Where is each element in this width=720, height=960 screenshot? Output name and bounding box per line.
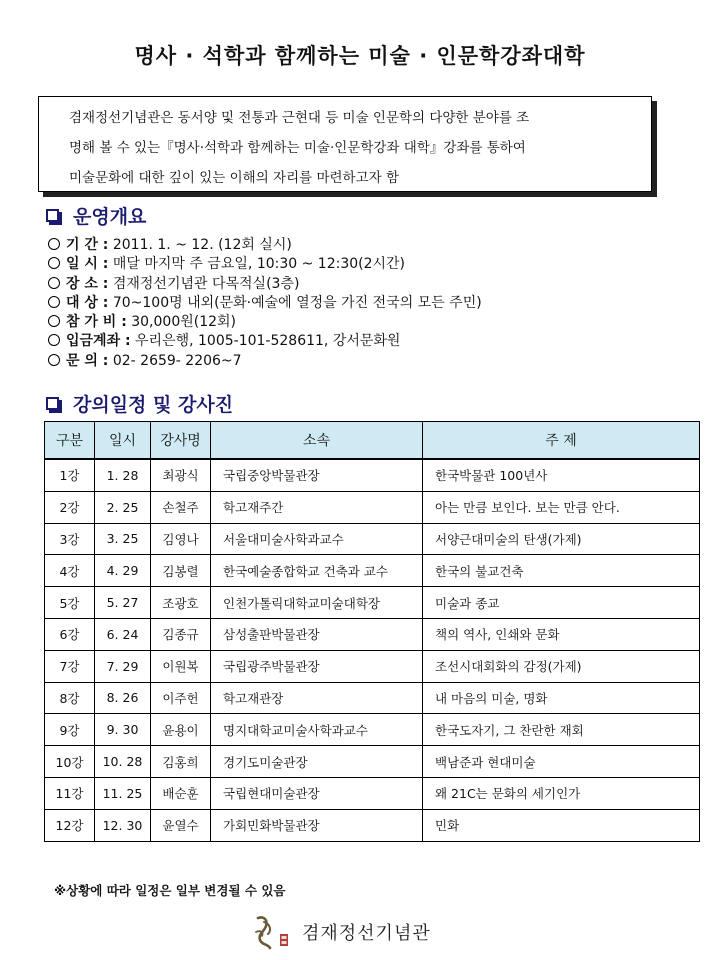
overview-item-value: 매달 마지막 주 금요일, 10:30 ~ 12:30(2시간) — [108, 256, 406, 273]
circle-bullet-icon — [48, 257, 60, 269]
schedule-heading — [46, 390, 233, 417]
cell-session: 10강 — [45, 746, 95, 778]
cell-date: 4. 29 — [95, 555, 151, 587]
cell-date: 11. 25 — [95, 777, 151, 809]
cell-affiliation: 가회민화박물관장 — [211, 809, 423, 841]
table-row — [45, 650, 700, 682]
circle-bullet-icon — [48, 334, 60, 346]
overview-item-label: 문 의 : — [66, 352, 109, 369]
cell-date: 7. 29 — [95, 650, 151, 682]
intro-line-1: 겸재정선기념관은 동서양 및 전통과 근현대 등 미술 인문학의 다양한 분야를 조 — [69, 110, 530, 126]
cell-session: 12강 — [45, 809, 95, 841]
table-row — [45, 587, 700, 619]
schedule-note: ※상황에 따라 일정은 일부 변경될 수 있음 — [54, 883, 286, 898]
cell-date: 10. 28 — [95, 746, 151, 778]
cell-topic: 책의 역사, 인쇄와 문화 — [423, 618, 700, 650]
cell-affiliation: 학고재관장 — [211, 682, 423, 714]
cell-affiliation: 경기도미술관장 — [211, 746, 423, 778]
table-row — [45, 809, 700, 841]
cell-date: 3. 25 — [95, 523, 151, 555]
cell-date: 9. 30 — [95, 714, 151, 746]
cell-session: 2강 — [45, 491, 95, 523]
cell-lecturer: 최광식 — [151, 459, 211, 491]
table-row — [45, 618, 700, 650]
table-row — [45, 746, 700, 778]
cell-topic: 한국도자기, 그 찬란한 재회 — [423, 714, 700, 746]
intro-line-2: 명해 볼 수 있는『명사·석학과 함께하는 미술·인문학강좌 대학』강좌를 통하여 — [69, 140, 526, 156]
overview-item-label: 입금계좌 : — [66, 333, 131, 350]
table-row — [45, 459, 700, 491]
intro-box — [38, 96, 652, 192]
cell-date: 1. 28 — [95, 459, 151, 491]
cell-lecturer: 김영나 — [151, 523, 211, 555]
cell-affiliation: 국립중앙박물관장 — [211, 459, 423, 491]
cell-affiliation: 인천가톨릭대학교미술대학장 — [211, 587, 423, 619]
cell-topic: 미술과 종교 — [423, 587, 700, 619]
cell-date: 12. 30 — [95, 809, 151, 841]
schedule-table — [44, 421, 700, 842]
cell-session: 6강 — [45, 618, 95, 650]
overview-item-value: 02- 2659- 2206~7 — [108, 352, 242, 369]
overview-item — [48, 294, 482, 313]
overview-item-label: 기 간 : — [66, 237, 109, 253]
cell-date: 8. 26 — [95, 682, 151, 714]
overview-item-label: 일 시 : — [66, 256, 109, 273]
overview-heading — [46, 202, 146, 229]
cell-lecturer: 조광호 — [151, 587, 211, 619]
cell-topic: 한국의 불교건축 — [423, 555, 700, 587]
cell-affiliation: 명지대학교미술사학과교수 — [211, 714, 423, 746]
cell-affiliation: 국립광주박물관장 — [211, 650, 423, 682]
footer — [250, 912, 431, 952]
cell-lecturer: 이주헌 — [151, 682, 211, 714]
circle-bullet-icon — [48, 238, 60, 250]
cell-lecturer: 이원복 — [151, 650, 211, 682]
overview-heading-text: 운영개요 — [73, 206, 147, 228]
cell-lecturer: 윤열수 — [151, 809, 211, 841]
overview-item — [48, 332, 482, 351]
overview-item-value: 70~100명 내외(문화·예술에 열정을 가진 전국의 모든 주민) — [108, 294, 482, 311]
cell-affiliation: 서울대미술사학과교수 — [211, 523, 423, 555]
cell-affiliation: 한국예술종합학교 건축과 교수 — [211, 555, 423, 587]
table-header-row — [45, 422, 700, 460]
cell-topic: 민화 — [423, 809, 700, 841]
cell-date: 5. 27 — [95, 587, 151, 619]
schedule-heading-text: 강의일정 및 강사진 — [73, 394, 234, 416]
table-row — [45, 682, 700, 714]
overview-item — [48, 313, 482, 332]
cell-session: 1강 — [45, 459, 95, 491]
overview-item-label: 장 소 : — [66, 275, 109, 292]
column-header-lecturer: 강사명 — [151, 422, 211, 460]
cell-session: 3강 — [45, 523, 95, 555]
table-row — [45, 491, 700, 523]
circle-bullet-icon — [48, 315, 60, 327]
cell-session: 11강 — [45, 777, 95, 809]
cell-session: 8강 — [45, 682, 95, 714]
overview-item-label: 대 상 : — [66, 294, 109, 311]
overview-item-value: 30,000원(12회) — [126, 314, 237, 331]
overview-item-value: 우리은행, 1005-101-528611, 강서문화원 — [130, 333, 401, 350]
cell-lecturer: 김종규 — [151, 618, 211, 650]
cell-session: 9강 — [45, 714, 95, 746]
cell-lecturer: 김봉렬 — [151, 555, 211, 587]
cell-topic: 조선시대회화의 감정(가제) — [423, 650, 700, 682]
cell-topic: 서양근대미술의 탄생(가제) — [423, 523, 700, 555]
cell-topic: 아는 만큼 보인다. 보는 만큼 안다. — [423, 491, 700, 523]
overview-item — [48, 275, 482, 294]
cell-lecturer: 배순훈 — [151, 777, 211, 809]
circle-bullet-icon — [48, 354, 60, 366]
cell-affiliation: 학고재주간 — [211, 491, 423, 523]
column-header-session: 구분 — [45, 422, 95, 460]
cell-affiliation: 삼성출판박물관장 — [211, 618, 423, 650]
cell-date: 6. 24 — [95, 618, 151, 650]
calligraphy-seal-icon — [250, 912, 294, 952]
overview-item-value: 2011. 1. ~ 12. (12회 실시) — [108, 237, 292, 253]
table-row — [45, 777, 700, 809]
table-row — [45, 714, 700, 746]
cell-lecturer: 윤용이 — [151, 714, 211, 746]
cell-lecturer: 김홍희 — [151, 746, 211, 778]
overview-item-value: 겸재정선기념관 다목적실(3층) — [108, 275, 300, 292]
checkbox-bullet-icon — [46, 397, 59, 410]
checkbox-bullet-icon — [46, 209, 59, 222]
overview-list — [48, 236, 482, 371]
cell-affiliation: 국립현대미술관장 — [211, 777, 423, 809]
schedule-table-body — [45, 459, 700, 841]
column-header-affiliation: 소속 — [211, 422, 423, 460]
overview-item — [48, 352, 482, 371]
intro-line-3: 미술문화에 대한 깊이 있는 이해의 자리를 마련하고자 함 — [69, 170, 399, 186]
cell-lecturer: 손철주 — [151, 491, 211, 523]
column-header-date: 일시 — [95, 422, 151, 460]
overview-item-label: 참 가 비 : — [66, 314, 127, 331]
cell-session: 4강 — [45, 555, 95, 587]
column-header-topic: 주 제 — [423, 422, 700, 460]
overview-item — [48, 236, 482, 255]
cell-session: 7강 — [45, 650, 95, 682]
circle-bullet-icon — [48, 277, 60, 289]
cell-topic: 백남준과 현대미술 — [423, 746, 700, 778]
table-row — [45, 555, 700, 587]
page-title: 명사 · 석학과 함께하는 미술 · 인문학강좌대학 — [134, 44, 586, 68]
cell-session: 5강 — [45, 587, 95, 619]
overview-item — [48, 255, 482, 274]
circle-bullet-icon — [48, 296, 60, 308]
cell-topic: 내 마음의 미술, 명화 — [423, 682, 700, 714]
cell-date: 2. 25 — [95, 491, 151, 523]
footer-museum-name: 겸재정선기념관 — [302, 923, 431, 944]
cell-topic: 한국박물관 100년사 — [423, 459, 700, 491]
table-row — [45, 523, 700, 555]
cell-topic: 왜 21C는 문화의 세기인가 — [423, 777, 700, 809]
